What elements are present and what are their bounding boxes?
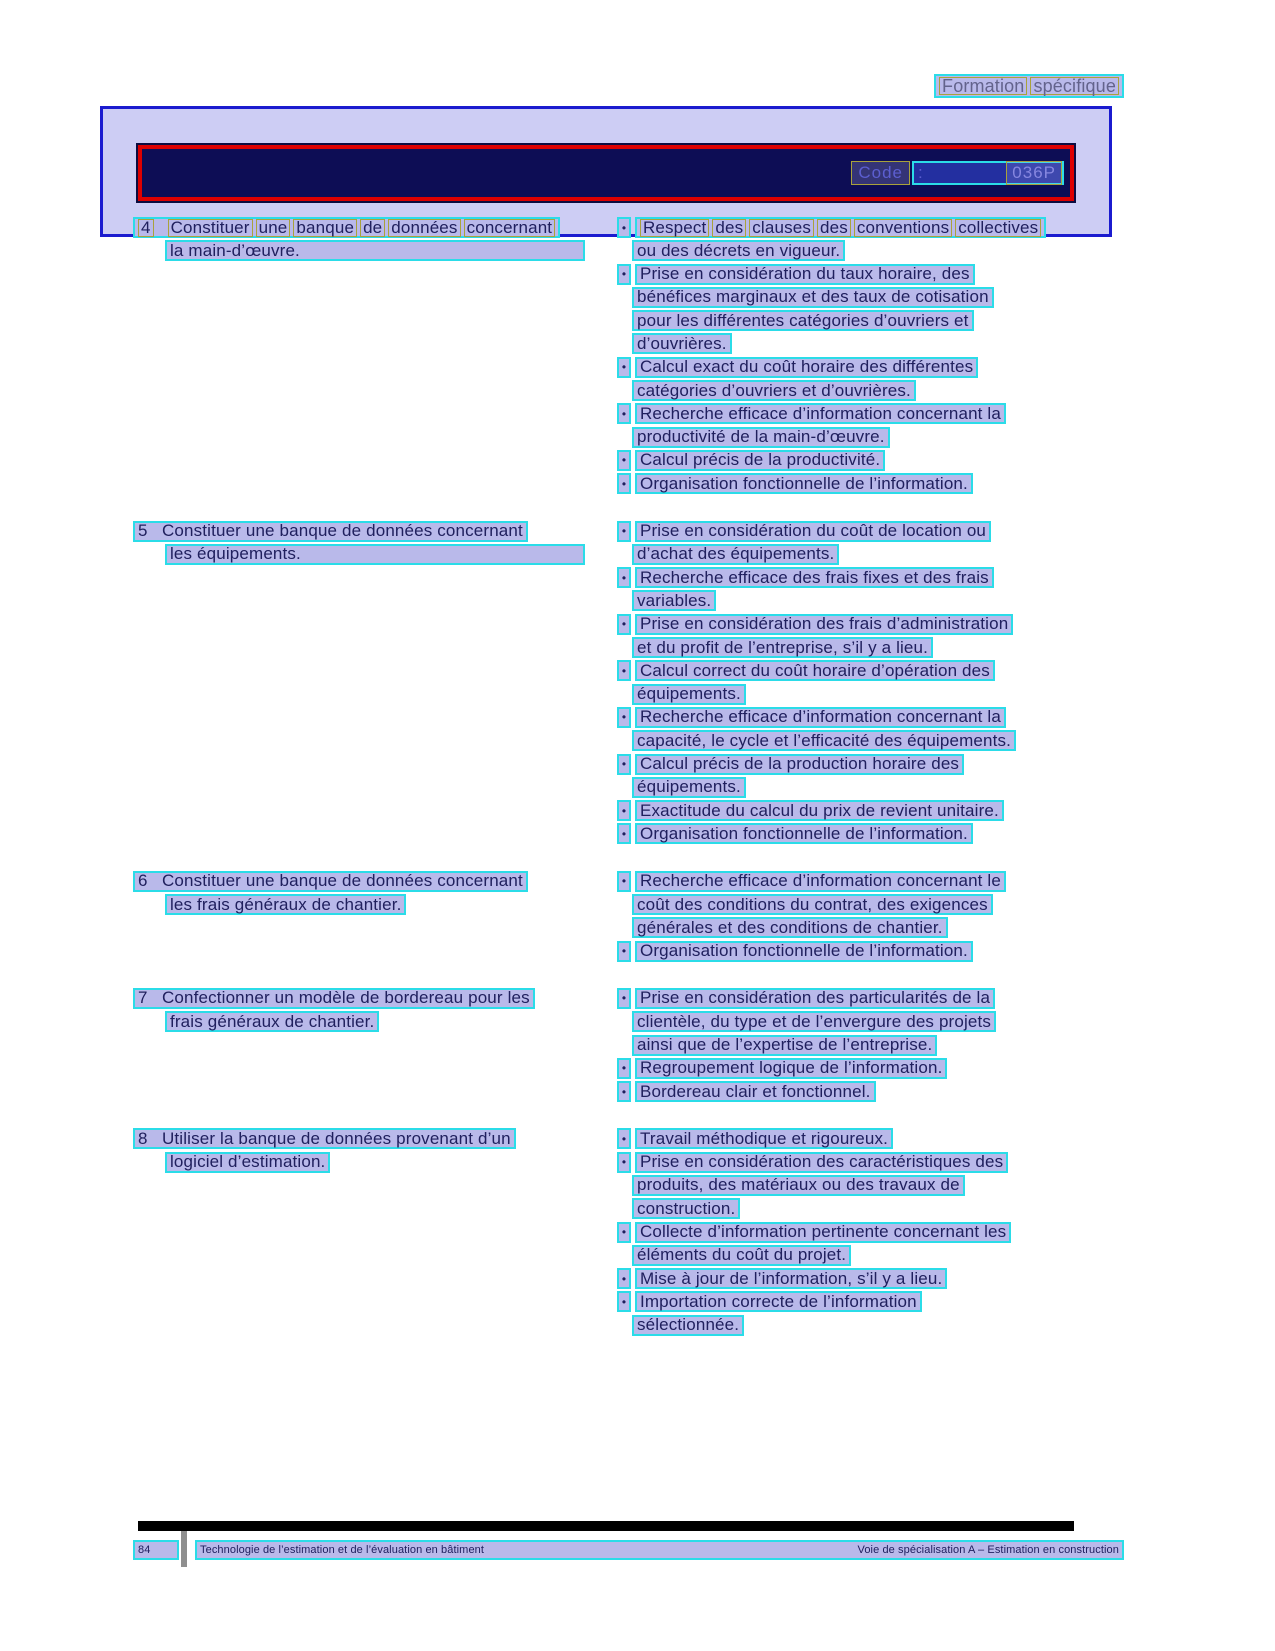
bullet-icon: • [617,823,631,844]
objectives-list [133,217,1124,1362]
criterion-line [617,1058,1124,1081]
word-box: Respect [640,219,709,237]
word-box: des [817,219,851,237]
header-label [934,74,1124,98]
text-highlight: Recherche efficace d’information concernant la [635,707,1006,728]
text-highlight: Calcul exact du coût horaire des différentes [635,357,978,378]
criterion-line [617,1315,1124,1338]
criterion-line [617,871,1124,894]
criterion-line [617,823,1124,846]
criterion-line [617,684,1124,707]
text-highlight: Prise en considération des frais d’administration [635,614,1013,635]
criterion-line [617,590,1124,613]
footer-specialization: Voie de spécialisation A – Estimation en construction [857,1544,1119,1556]
text-highlight: Regroupement logique de l’information. [635,1058,947,1079]
criterion-line [617,614,1124,637]
text-highlight: variables. [632,590,716,611]
bullet-icon: • [617,1058,631,1079]
text-highlight: bénéfices marginaux et des taux de cotisation [632,287,994,308]
word-box: collectives [955,219,1041,237]
bullet-icon: • [617,264,631,285]
bullet-icon: • [617,473,631,494]
criterion-line [617,660,1124,683]
criterion-line [617,941,1124,964]
text-highlight: Prise en considération du taux horaire, des [635,264,975,285]
criterion-line [617,521,1124,544]
word-box: données [388,219,460,237]
objective-text: frais généraux de chantier. [170,1011,375,1031]
text-highlight: catégories d’ouvriers et d’ouvrières. [632,380,916,401]
bullet-icon: • [617,941,631,962]
page-header [934,74,1124,98]
objective-text [168,218,556,238]
word-box: conventions [854,219,952,237]
criterion-line [617,1198,1124,1221]
text-highlight: Calcul précis de la productivité. [635,450,885,471]
word-box: une [256,219,291,237]
text-highlight: Collecte d’information pertinente concernant les [635,1222,1011,1243]
text-highlight: productivité de la main-d’œuvre. [632,427,890,448]
text-highlight: capacité, le cycle et l’efficacité des équipements. [632,730,1016,751]
text-highlight [133,988,535,1009]
criterion-line [617,264,1124,287]
word-box: banque [293,219,357,237]
criterion-line [617,730,1124,753]
text-highlight: sélectionnée. [632,1315,744,1336]
objective-line [133,217,617,240]
text-highlight: Recherche efficace d’information concernant la [635,403,1006,424]
text-highlight: construction. [632,1198,740,1219]
text-highlight: coût des conditions du contrat, des exigences [632,894,993,915]
bullet-icon: • [617,357,631,378]
title-banner [138,145,1074,201]
objective-text: Confectionner un modèle de bordereau pour les [162,988,530,1008]
objective-number: 6 [138,871,148,891]
word-box: Formation [939,77,1027,95]
criterion-line [617,403,1124,426]
objective-row [133,1128,1124,1338]
criterion-line [617,1035,1124,1058]
criterion-line [617,1291,1124,1314]
bullet-icon: • [617,1081,631,1102]
text-highlight [635,217,1046,238]
criteria-cell [617,521,1124,847]
bullet-icon: • [617,1222,631,1243]
objective-cell [133,871,617,964]
text-highlight: Exactitude du calcul du prix de revient unitaire. [635,800,1004,821]
footer-course-title: Technologie de l’estimation et de l’évaluation en bâtiment [200,1544,485,1556]
objective-row [133,871,1124,964]
criterion-line [617,894,1124,917]
text-highlight: Importation correcte de l’information [635,1291,922,1312]
objective-text: Constituer une banque de données concernant [162,521,523,541]
bullet-icon: • [617,521,631,542]
criterion-line [617,707,1124,730]
word-box: Constituer [168,219,253,237]
footer-rule [138,1521,1074,1531]
word-box: des [712,219,746,237]
objective-number: 4 [138,219,154,237]
criterion-line [617,988,1124,1011]
code-label: Code [851,161,910,185]
page-footer [133,1540,1124,1560]
objective-text: logiciel d’estimation. [170,1152,326,1172]
criterion-line [617,917,1124,940]
text-highlight [133,871,528,892]
criterion-line [617,777,1124,800]
objective-text: les frais généraux de chantier. [170,894,402,914]
criterion-line [617,637,1124,660]
bullet-icon: • [617,567,631,588]
text-highlight [165,240,585,261]
bullet-icon: • [617,988,631,1009]
text-highlight: Prise en considération des caractéristiques des [635,1152,1008,1173]
text-highlight [133,217,560,238]
criterion-line [617,1222,1124,1245]
text-highlight [133,521,528,542]
criterion-line [617,544,1124,567]
criterion-line [617,333,1124,356]
criterion-line [617,1152,1124,1175]
objective-cell [133,217,617,497]
bullet-icon: • [617,614,631,635]
bullet-icon: • [617,660,631,681]
objective-cell [133,521,617,847]
text-highlight: ainsi que de l’expertise de l’entreprise. [632,1035,937,1056]
criterion-line [617,754,1124,777]
bullet-icon: • [617,1128,631,1149]
criterion-line [617,357,1124,380]
objective-line [133,1011,617,1034]
criterion-line [617,380,1124,403]
criteria-cell [617,1128,1124,1338]
text-highlight: d’achat des équipements. [632,544,839,565]
text-highlight: éléments du coût du projet. [632,1245,851,1266]
objective-text: Constituer une banque de données concernant [162,871,523,891]
objective-number: 7 [138,988,148,1008]
objective-line [133,1152,617,1175]
text-highlight: produits, des matériaux ou des travaux de [632,1175,965,1196]
criterion-line [617,310,1124,333]
text-highlight: clientèle, du type et de l’envergure des projets [632,1011,996,1032]
text-highlight: Organisation fonctionnelle de l’information. [635,941,973,962]
objective-line [133,544,617,567]
objective-line [133,988,617,1011]
criterion-line [617,450,1124,473]
criterion-line [617,1245,1124,1268]
text-highlight: Recherche efficace des frais fixes et des frais [635,567,994,588]
bullet-icon: • [617,871,631,892]
criterion-line [617,240,1124,263]
objective-text: la main-d’œuvre. [170,240,300,260]
objective-line [133,894,617,917]
criterion-line [617,1175,1124,1198]
bullet-icon: • [617,217,631,238]
text-highlight: d’ouvrières. [632,333,732,354]
bullet-icon: • [617,1291,631,1312]
bullet-icon: • [617,450,631,471]
text-highlight: Prise en considération du coût de location ou [635,521,991,542]
bullet-icon: • [617,707,631,728]
criterion-line [617,427,1124,450]
criteria-cell [617,988,1124,1104]
text-highlight: Organisation fonctionnelle de l’information. [635,473,973,494]
text-highlight [165,544,585,565]
objective-line [133,1128,617,1151]
text-highlight [165,1152,330,1173]
text-highlight: générales et des conditions de chantier. [632,917,948,938]
objective-text: les équipements. [170,544,301,564]
criteria-cell [617,217,1124,497]
bullet-icon: • [617,754,631,775]
page-number: 84 [133,1540,179,1560]
text-highlight: équipements. [632,777,746,798]
text-highlight [165,1011,379,1032]
objective-line [133,240,617,263]
objective-row [133,217,1124,497]
word-box: de [360,219,385,237]
text-highlight: Recherche efficace d’information concernant le [635,871,1006,892]
code-separator: : [918,163,923,182]
text-highlight: ou des décrets en vigueur. [632,240,845,261]
word-box: clauses [749,219,814,237]
text-highlight: et du profit de l’entreprise, s’il y a lieu. [632,637,933,658]
bullet-icon: • [617,1268,631,1289]
text-highlight [133,1128,516,1149]
criterion-line [617,800,1124,823]
code-row [851,161,1064,185]
text-highlight: Travail méthodique et rigoureux. [635,1128,893,1149]
criterion-line [617,1268,1124,1291]
word-box: concernant [464,219,556,237]
criterion-line [617,287,1124,310]
objective-line [133,871,617,894]
objective-row [133,988,1124,1104]
text-highlight: pour les différentes catégories d’ouvriers et [632,310,974,331]
objective-row [133,521,1124,847]
objective-number: 5 [138,521,148,541]
text-highlight [165,894,406,915]
criterion-line [617,473,1124,496]
criterion-line [617,567,1124,590]
objective-cell [133,988,617,1104]
bullet-icon: • [617,800,631,821]
bullet-icon: • [617,1152,631,1173]
text-highlight: Calcul correct du coût horaire d’opération des [635,660,995,681]
objective-number: 8 [138,1128,148,1148]
criterion-line [617,217,1124,240]
code-field [912,161,1064,185]
code-value: 036P [1006,161,1062,185]
objective-line [133,521,617,544]
text-highlight: Organisation fonctionnelle de l’information. [635,823,973,844]
text-highlight: Prise en considération des particularités de la [635,988,995,1009]
text-highlight: équipements. [632,684,746,705]
objective-cell [133,1128,617,1338]
text-highlight: Bordereau clair et fonctionnel. [635,1081,876,1102]
objective-text: Utiliser la banque de données provenant d’un [162,1128,511,1148]
criteria-cell [617,871,1124,964]
bullet-icon: • [617,403,631,424]
criterion-line [617,1011,1124,1034]
footer-divider [181,1531,187,1567]
criterion-line [617,1081,1124,1104]
criterion-line [617,1128,1124,1151]
text-highlight: Mise à jour de l’information, s’il y a lieu. [635,1268,947,1289]
text-highlight: Calcul précis de la production horaire des [635,754,964,775]
footer-text [195,1540,1124,1560]
word-box: spécifique [1030,77,1119,95]
